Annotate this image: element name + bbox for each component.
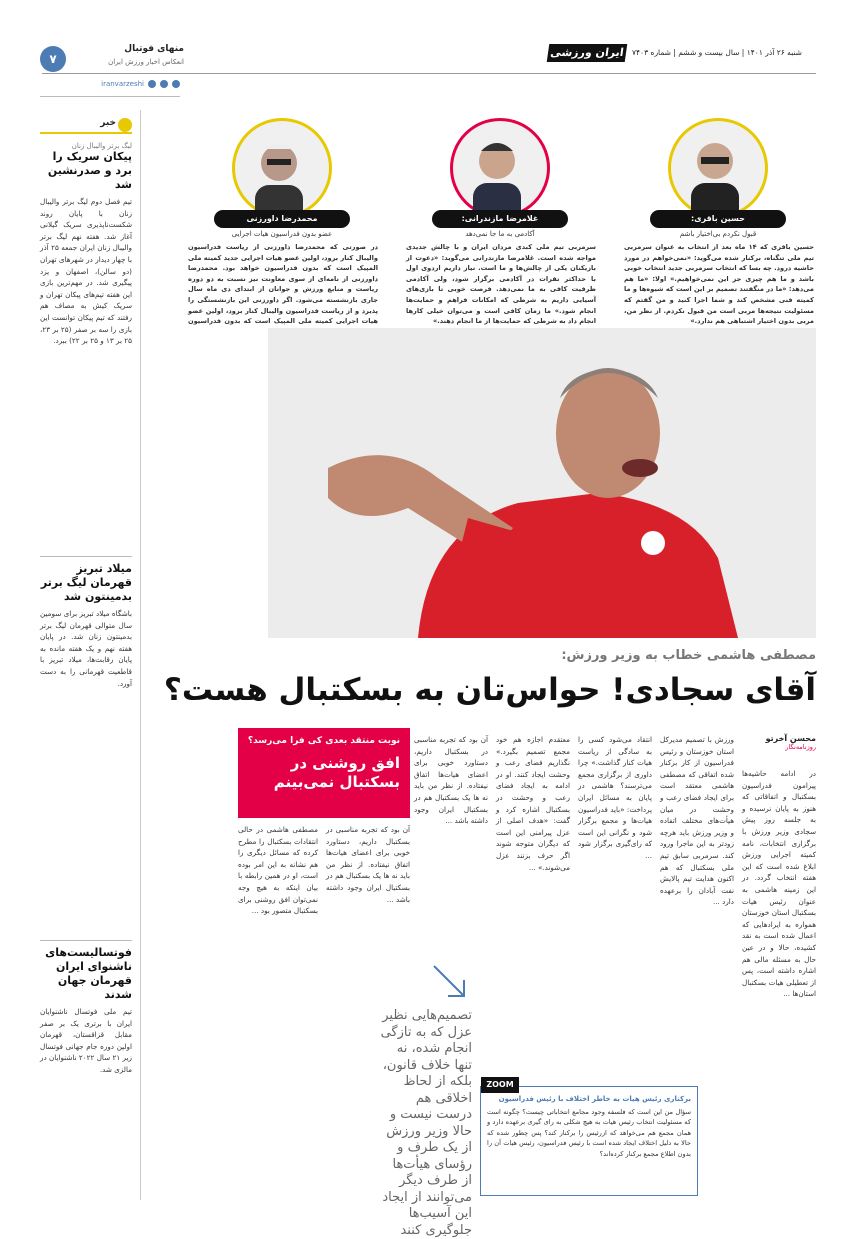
profile-body: سرمربی تیم ملی کبدی مردان ایران و با چالش جدیدی مواجه شده است. غلامرضا مازندرانی می‌گوید: «دعوت از بازیکنان یکی از چالش‌ها و ما است. نیاز داریم اردوی اول با حداکثر نفرات در آکادمی برگزار شود، ولی آکادمی ظرفیت کافی به ما نمی‌دهد. فرصت خوبی تا بازی‌های آسیایی داریم به شرطی که امکانات فراهم و حمایت‌ها انجام شود.» ما زمان کافی است و می‌توان خیلی کارها انجام داد به شرطی که حمایت‌ها از ما انجام دهند.» — [406, 243, 596, 326]
main-photo — [268, 328, 816, 638]
news-section-label — [40, 118, 132, 134]
social-bar — [40, 80, 180, 88]
article-column: آن بود که تجربه مناسبی در بسکتبال داریم، دستاورد خوبی برای اعضای هیات‌ها اتفاق نیفتاده. از نظر من باید نه ها یک بسکتبال هم در بسکتبال ایران وجود داشته باشد ... — [414, 735, 488, 826]
profile-role: قبول نکردم بی‌اختیار باشم — [679, 230, 757, 238]
news-item — [40, 946, 132, 1216]
profile-role: آکادمی به ما جا نمی‌دهد — [465, 230, 535, 238]
author-role: روزنامه‌نگار — [785, 743, 816, 751]
profile-name: غلامرضا مازندرانی: — [432, 210, 568, 228]
red-box-title: افق روشنی در بسکتبال نمی‌بینم — [273, 754, 400, 791]
article-headline: آقای سجادی! حواس‌تان به بسکتبال هست؟ — [163, 672, 816, 708]
red-highlight-box — [238, 728, 410, 818]
news-label: خبر — [100, 118, 116, 128]
instagram-icon — [160, 80, 168, 88]
yellow-dot-icon — [118, 118, 132, 132]
issue-line: شنبه ۲۶ آذر ۱۴۰۱ | سال بیست و ششم | شماره ۷۴۰۳ — [632, 48, 802, 57]
article-column: انتقاد می‌شود کسی را به سادگی از ریاست هیات کنار گذاشت.» چرا داوری از برگزاری مجمع می‌ترسند؟ هاشمی در پایان به مسائل ایران پرداخت: «باید فدراسیون هیات‌ها و مجمع برگزار شود و نگرانی این است که رای‌گیری برگزار شود ... — [578, 735, 652, 860]
social-handle: iranvarzeshi — [101, 80, 144, 88]
article-pretitle: مصطفی هاشمی خطاب به وزیر ورزش: — [561, 648, 816, 663]
pull-quote: تصمیم‌هایی نظیر عزل که به تازگی انجام شده، نه تنها خلاف قانون، بلکه از لحاظ اخلاقی هم درست نیست و حالا وزیر ورزش از یک طرف و رؤسای هیأت‌ها از طرف دیگر می‌توانند از ایجاد این آسیب‌ها جلوگیری کنند — [380, 1008, 472, 1238]
news-item-title: پیکان سریک را برد و صدرنشین شد — [47, 150, 132, 191]
author-block — [742, 734, 816, 751]
zoom-title: برکناری رئیس هیات به خاطر اختلاف با رئیس فدراسیون — [498, 1095, 691, 1103]
profile-card — [184, 118, 380, 326]
news-item — [40, 562, 132, 948]
website-icon — [172, 80, 180, 88]
news-item-body: تیم فصل دوم لیگ برتر والیبال زنان با پایان روند شکست‌ناپذیری سریک گیلانی آغاز شد. هفته نهم لیگ برتر والیبال زنان ایران جمعه ۲۵ آذر با چهار دیدار در شهرهای تهران (دو سالن)، اصفهان و یزد پیگیری شد. در مهم‌ترین بازی این هفته تیم‌های پیکان تهران و سریک کیش به مصاف هم رفتند که تیم پیکان توانست این بازی را سه بر صفر (۲۵ بر ۲۳، ۲۵ بر ۱۳ و ۲۵ بر ۲۲) ببرد. — [40, 197, 132, 346]
news-item-super: لیگ برتر والیبال زنان — [71, 142, 132, 150]
profile-body: حسین باقری که ۱۴ ماه بعد از انتخاب به عنوان سرمربی تیم ملی تنگناه، برکنار شده می‌گوید: «نمی‌خواهم در مورد حاشیه درود. چه بسا که انتخاب سرمربی جدید انتخاب خوبی باشد و ما هم چیزی جز این نمی‌خواهیم.» اولا: «ما هم می‌دهد: «ما در منگفتند تصمیم بر این است که شیوه‌ها و ما کمیته فنی مشخص کند و شما اجرا کنید و من گفتم که مسئولیت نتیجه‌ها مربی است من قبول نکردم. از نظر من، مربی بدون اختیار اشتباهی هم ندارد.» — [624, 243, 814, 326]
article-column: معتقدم اجازه هم خود مجمع تصمیم بگیرد.» نگذاریم فضای رعب و وحشت ایجاد کنند. او در ادامه به ایجاد فضای رعب و وحشت در بسکتبال اشاره کرد و گفت: «هدف اصلی از عزل پیرامنی این است که دیگران متوجه شوند اگر حرف بزنند عزل می‌شوند.» ... — [496, 735, 570, 872]
profile-role: عضو بدون فدراسیون هیات اجرایی — [231, 230, 333, 238]
author-name: محسن آخرتو — [765, 734, 816, 743]
zoom-label: ZOOM — [481, 1077, 519, 1093]
news-item-body: تیم ملی فوتسال ناشنوایان ایران با برتری یک بر صفر مقابل قزاقستان، قهرمان اولین دوره جام جهانی فوتسال زیر ۲۱ سال ۲۰۲۲ ناشنوایان در مالزی شد. — [40, 1007, 132, 1074]
article-column: آن بود که تجربه مناسبی در بسکتبال داریم، دستاورد خوبی برای اعضای هیات‌ها اتفاق نیفتاده. از نظر من باید نه ها یک بسکتبال هم در بسکتبال ایران وجود داشته باشد ... — [326, 825, 410, 904]
portrait-photo — [668, 118, 768, 218]
zoom-body: سؤال من این است که فلسفه وجود مجامع انتخاباتی چیست؟ چگونه است که مسئولیت انتخاب رئیس هیات به هیچ شکلی به رای گیری برعهده دارد و همان مجمع هم می‌خواهد که ازرئیس را برکنار کند؟ پس چطور شده که حالا به دلیل اختلاف ایجاد شده است با رئیس فدراسیون، رئیس هیات آن را بدون اطلاع مجمع برکنار کرده‌اند؟ — [487, 1108, 691, 1158]
page-number: ۷ — [40, 46, 66, 72]
news-item — [40, 142, 132, 556]
article-column: مصطفی هاشمی در حالی انتقادات بسکتبال را مطرح کرده که مسائل دیگری را هم نشانه به این امر بوده است، او در همین رابطه با بیان اینکه به هیچ وجه نمی‌توان افق روشنی برای بسکتبال متصور بود ... — [238, 825, 318, 916]
news-item-title: فوتسالیست‌های ناشنوای ایران قهرمان جهان شدند — [45, 946, 132, 1001]
news-item-body: باشگاه میلاد تبریز برای سومین سال متوالی قهرمان لیگ برتر بدمینتون زنان شد. در پایان هفته نهم و یک هفته مانده به پایان رقابت‌ها، میلاد تبریز با قاطعیت قهرمانی را به دست آورد. — [40, 609, 132, 688]
profile-name: محمدرضا داورزنی — [214, 210, 350, 228]
telegram-icon — [148, 80, 156, 88]
red-box-super: نوبت منتقد بعدی کی فرا می‌رسد؟ — [247, 736, 400, 746]
profile-card — [620, 118, 816, 326]
divider — [40, 96, 180, 97]
profile-body: در صورتی که محمدرضا داورزنی از ریاست فدراسیون والیبال کنار برود، اولین عضو هیات اجرایی جدید کمیته ملی المپیک است که بدون فدراسیون خواهد بود. محمدرضا داورزنی از نامه‌ای از سوی معاونت نیز نسبت به دو دوره ریاست و منابع ورزش و جوانان از ابتدای دی ماه سال جاری بازنشسته می‌شود. اگر داورزنی این بازنشستگی را پذیرد و از ریاست فدراسیون والیبال کنار برود، اولین عضو هیات اجرایی کمیته ملی المپیک است که بدون فدراسیون — [188, 243, 378, 326]
divider — [40, 556, 132, 557]
section-subtitle: انعکاس اخبار ورزش ایران — [108, 58, 184, 66]
column-divider — [140, 110, 141, 1200]
zoom-box — [480, 1080, 698, 1196]
portrait-photo — [450, 118, 550, 218]
section-title: منهای فوتبال — [124, 44, 184, 54]
divider — [40, 940, 132, 941]
news-item-title: میلاد تبریز قهرمان لیگ برتر بدمینتون شد — [40, 562, 132, 603]
newspaper-logo: ایران ورزشی — [547, 44, 628, 62]
article-column: در ادامه حاشیه‌ها پیرامون فدراسیون بسکتبال و اتفاقاتی که هنوز به پایان نرسیده و به جلسه روز پیش سجادی وزیر ورزش با برگزاری انتخابات، نامه کمیته اجرایی ورزش ابلاغ شده است که این هفته انتخاب گردد. در این زمینه هاشمی به عنوان رئیس هیات بسکتبال استان خوزستان همواره به ایرادهایی که اعمال شده است به نقد کشیده، حالا و در عین حال به مسئله مالی هم اشاره داشته است، پس از تعطیلی هیات بسکتبال استان‌ها ... — [742, 769, 816, 999]
profile-card — [402, 118, 598, 326]
quote-arrow-icon — [430, 962, 470, 1002]
profile-name: حسین باقری: — [650, 210, 786, 228]
portrait-photo — [232, 118, 332, 218]
article-column: ورزش با تصمیم مدیرکل استان خوزستان و رئیس فدراسیون از کار برکنار شده اتفاقی که مصطفی هاشمی معتقد است برای ایجاد فضای رعب و وحشت در میان هیأت‌های مختلف اتفاده و وزیر ورزش باید هرچه زودتر به این ماجرا ورود کند. سرمربی سابق تیم ملی بسکتبال که هم اکنون هدایت تیم پالایش نفت آبادان را برعهده دارد ... — [660, 735, 734, 907]
